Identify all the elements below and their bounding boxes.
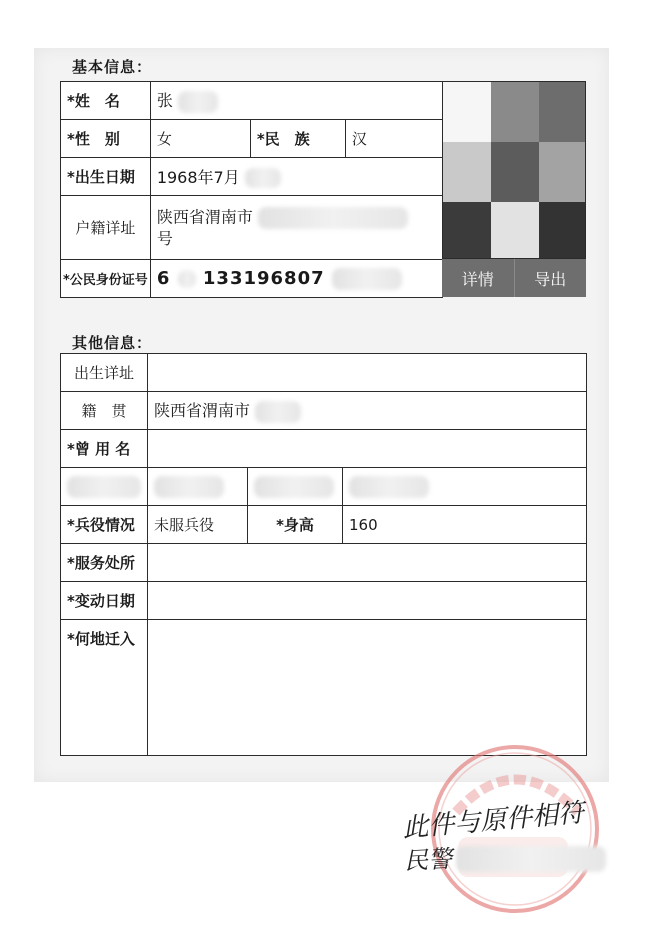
photo-pixel bbox=[443, 142, 491, 202]
redaction-mark bbox=[255, 401, 301, 423]
redaction-mark bbox=[178, 270, 196, 288]
former-name-label: *曾 用 名 bbox=[61, 430, 148, 468]
native-place-text: 陕西省渭南市 bbox=[154, 401, 251, 421]
birthdate-label: *出生日期 bbox=[61, 158, 151, 196]
photo-action-bar bbox=[442, 259, 586, 297]
workplace-label: *服务处所 bbox=[61, 544, 148, 582]
redacted-cell bbox=[343, 468, 587, 506]
redaction-mark bbox=[456, 846, 606, 872]
gender-label: *性 别 bbox=[61, 120, 151, 158]
household-value bbox=[150, 196, 442, 260]
redacted-cell bbox=[61, 468, 148, 506]
birthdate-text: 1968年7月 bbox=[156, 167, 240, 187]
redaction-mark bbox=[178, 91, 218, 113]
redacted-cell bbox=[148, 468, 248, 506]
change-date-label: *变动日期 bbox=[61, 582, 148, 620]
other-info-title: 其他信息： bbox=[72, 334, 153, 352]
export-button[interactable]: 导出 bbox=[514, 259, 587, 297]
moved-from-label: *何地迁入 bbox=[61, 620, 148, 756]
household-text-line2: 号 bbox=[156, 229, 173, 248]
name-text: 张 bbox=[156, 91, 173, 111]
photo-pixel bbox=[443, 202, 491, 259]
native-place-label: 籍 贯 bbox=[61, 392, 148, 430]
native-place-value bbox=[148, 392, 587, 430]
portrait-photo bbox=[442, 81, 586, 259]
basic-info-table bbox=[60, 81, 443, 298]
redaction-mark bbox=[254, 476, 334, 498]
change-date-value bbox=[148, 582, 587, 620]
name-label: *姓 名 bbox=[61, 82, 151, 120]
handwritten-certification: 此件与原件相符 bbox=[401, 798, 586, 844]
redaction-mark bbox=[67, 476, 141, 498]
household-text-line1: 陕西省渭南市 bbox=[156, 207, 253, 227]
redaction-mark bbox=[258, 207, 408, 229]
name-value bbox=[150, 82, 442, 120]
redaction-mark bbox=[332, 268, 402, 290]
military-value: 未服兵役 bbox=[148, 506, 248, 544]
id-prefix: 6 bbox=[156, 267, 171, 289]
ethnicity-value: 汉 bbox=[345, 120, 442, 158]
id-value bbox=[150, 260, 442, 298]
birthdate-value bbox=[150, 158, 442, 196]
gender-value: 女 bbox=[150, 120, 250, 158]
other-info-table bbox=[60, 353, 587, 756]
moved-from-value bbox=[148, 620, 587, 756]
detail-button[interactable]: 详情 bbox=[461, 269, 494, 289]
photo-pixel bbox=[491, 82, 539, 142]
basic-info-title: 基本信息： bbox=[72, 58, 153, 76]
photo-pixel bbox=[539, 142, 586, 202]
photo-pixel bbox=[491, 202, 539, 259]
ethnicity-label: *民 族 bbox=[250, 120, 345, 158]
photo-pixel bbox=[443, 82, 491, 142]
military-label: *兵役情况 bbox=[61, 506, 148, 544]
birthplace-value bbox=[148, 354, 587, 392]
photo-pixel bbox=[539, 202, 586, 259]
household-label: 户籍详址 bbox=[61, 196, 151, 260]
height-value: 160 bbox=[343, 506, 587, 544]
redaction-mark bbox=[245, 168, 281, 188]
former-name-value bbox=[148, 430, 587, 468]
photo-pixel bbox=[539, 82, 586, 142]
redacted-cell bbox=[248, 468, 343, 506]
redaction-mark bbox=[349, 476, 429, 498]
id-label: *公民身份证号 bbox=[61, 260, 151, 298]
height-label: *身高 bbox=[248, 506, 343, 544]
redaction-mark bbox=[154, 476, 224, 498]
workplace-value bbox=[148, 544, 587, 582]
birthplace-label: 出生详址 bbox=[61, 354, 148, 392]
handwritten-officer: 民警 bbox=[403, 844, 453, 876]
id-main: 133196807 bbox=[202, 267, 325, 289]
photo-pixel bbox=[491, 142, 539, 202]
